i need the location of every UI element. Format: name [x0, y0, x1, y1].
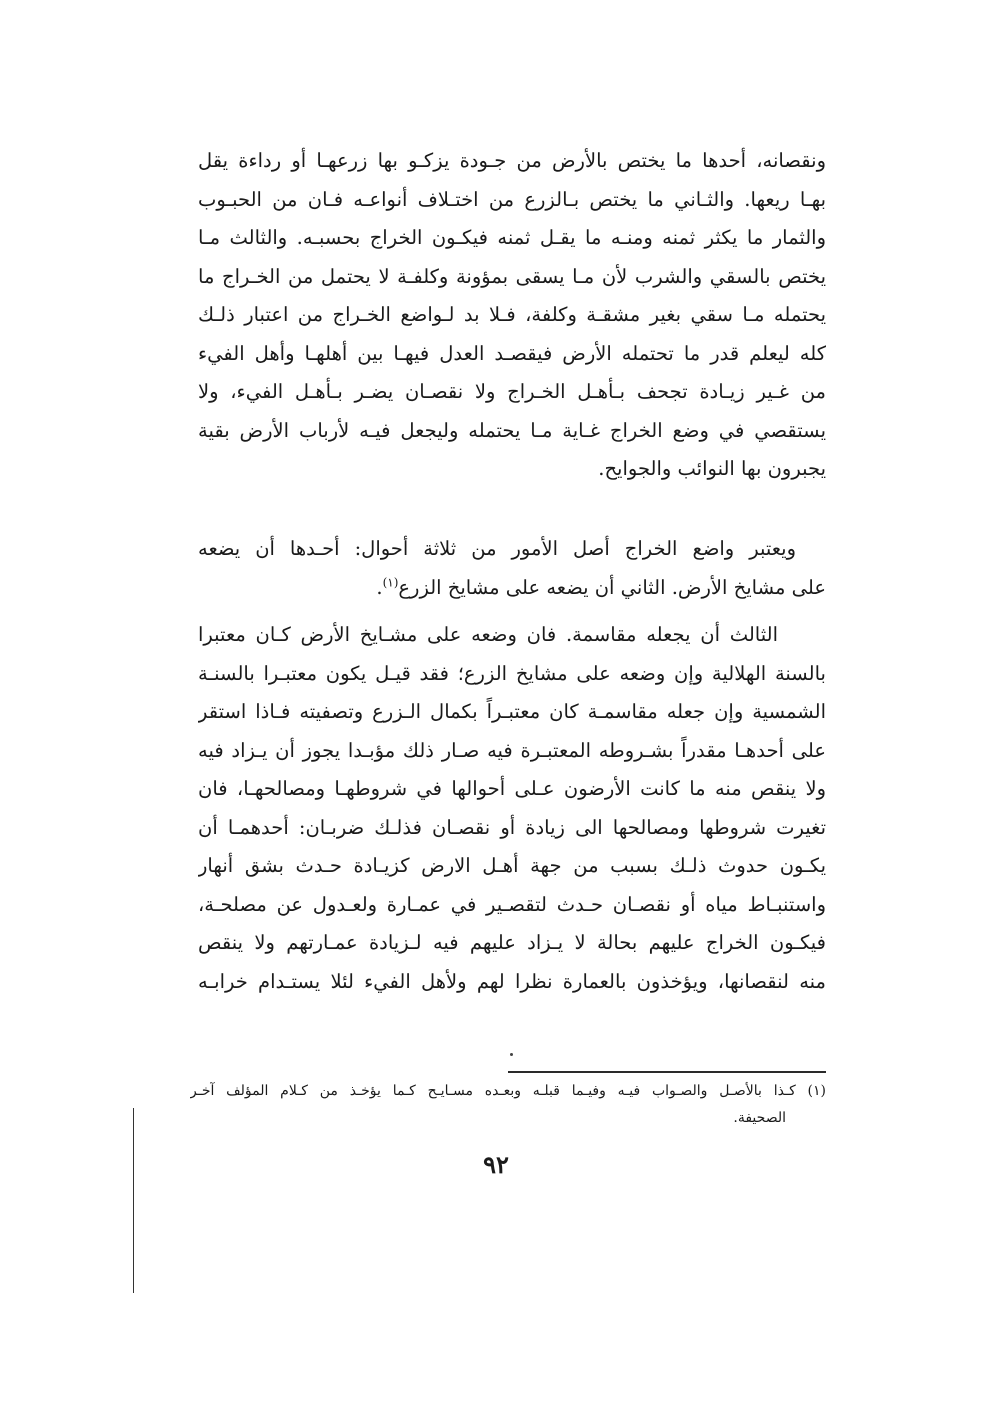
text-line: منه لنقصانها، ويؤخذون بالعمارة نظرا لهم ولأهل الفيء لئلا يستـدام خرابـه [198, 969, 826, 993]
text-line: يحتمله مـا سقي بغير مشقـة وكلفة، فـلا بد لـواضع الخـراج من اعتبار ذلـك [198, 303, 826, 326]
text-line: ونقصانه، أحدها ما يختص بالأرض من جـودة يزكـو بها زرعهـا أو رداءة يقل [198, 149, 826, 172]
footnote-block [190, 1078, 826, 1132]
text-line: ولا ينقص منه ما كانت الأرضون عـلى أحوالها في شروطهـا ومصالحهـا، فان [198, 777, 826, 800]
text-line: على أحدهـا مقدراً بشـروطه المعتبـرة فيه صـار ذلك مؤبـدا يجوز أن يـزاد فيه [198, 738, 826, 762]
text-segment: على مشايخ الأرض. الثاني أن يضعه على مشايخ الزرع [398, 575, 826, 599]
text-line: الثالث أن يجعله مقاسمة. فان وضعه على مشـايخ الأرض كـان معتبرا [198, 623, 778, 646]
text-line: كله ليعلم قدر ما تحتمله الأرض فيقصـد العدل فيهـا بين أهلهـا وأهل الفيء [198, 341, 826, 365]
text-line: يستقصي في وضع الخراج غـاية مـا يحتمله وليجعل فيـه لأرباب الأرض بقية [198, 418, 826, 442]
page-number: ٩٢ [483, 1150, 509, 1179]
text-line: والثمار ما يكثر ثمنه ومنـه ما يقـل ثمنه فيكـون الخراج بحسبـه. والثالث مـا [198, 226, 826, 249]
text-line: يجبرون بها النوائب والجوايح. [598, 457, 826, 480]
text-line: فيكـون الخراج عليهم بحالة لا يـزاد عليهم فيه لـزيادة عمـارتهم ولا ينقص [198, 931, 826, 954]
text-line: بالسنة الهلالية وإن وضعه على مشايخ الزرع؛ فقد قيـل يكون معتبـرا بالسنـة [198, 661, 826, 685]
footnote-line: الصحيفة. [733, 1110, 786, 1126]
text-line: يكـون حدوث ذلـك بسبب من جهة أهـل الارض كزيـادة حـدث بشق أنهار [198, 854, 826, 877]
footnote-divider [508, 1071, 826, 1073]
footnote-reference: (١) [382, 575, 399, 589]
paragraph-2 [198, 530, 826, 607]
text-line: ويعتبر واضع الخراج أصل الأمور من ثلاثة أحوال: أحـدها أن يضعه [198, 537, 796, 560]
margin-line [133, 1108, 134, 1293]
text-line: الشمسية وإن جعله مقاسمـة كان معتبـراً بكمال الـزرع وتصفيته فـاذا استقر [198, 700, 826, 723]
paragraph-3 [198, 616, 826, 1001]
text-line: واستنبـاط مياه أو نقصـان حـدث لتقصـير في عمـارة ولعـدول عن مصلحـة، [198, 892, 826, 916]
text-line: يختص بالسقي والشرب لأن مـا يسقى بمؤونة وكلفـة لا يحتمل من الخـراج ما [198, 264, 826, 288]
text-line: تغيرت شروطها ومصالحها الى زيادة أو نقصـان فذلـك ضربـان: أحدهمـا أن [198, 815, 826, 839]
scan-speck [510, 1053, 513, 1056]
text-line [198, 569, 826, 608]
text-line: من غـير زيـادة تجحف بـأهـل الخـراج ولا نقصـان يضـر بـأهـل الفيء، ولا [198, 380, 826, 403]
footnote-line: (١) كـذا بالأصـل والصـواب فيـه وفيـما قبلـه وبعـده مسـايـح كـما يؤخـذ من كـلام المؤلف آخـر [190, 1083, 826, 1099]
paragraph-1 [198, 142, 826, 489]
text-line: بهـا ريعها. والثـاني ما يختص بـالزرع من اختـلاف أنواعـه فـان من الحبـوب [198, 187, 826, 211]
text-segment: . [376, 575, 383, 599]
